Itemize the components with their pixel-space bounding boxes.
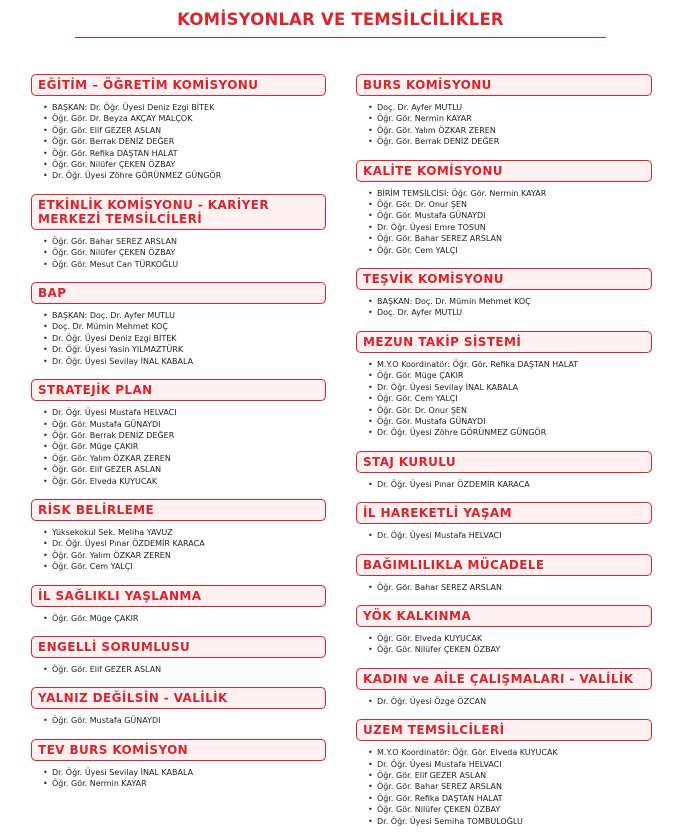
member-item: • BİRİM TEMSİLCİSİ: Öğr. Gör. Nermin KAYAR (368, 188, 652, 199)
committee-heading: BURS KOMİSYONU (356, 74, 652, 96)
member-item: • Öğr. Gör. Nilüfer ÇEKEN ÖZBAY (43, 247, 326, 258)
committee-heading: YALNIZ DEĞİLSİN - VALİLİK (31, 687, 326, 709)
member-list (356, 359, 652, 439)
committee-mezun-takip-sistemi (356, 331, 652, 439)
member-item: • Öğr. Gör. Berrak DENİZ DEĞER (368, 136, 652, 147)
member-item: • Öğr. Gör. Elif GEZER ASLAN (43, 664, 326, 675)
member-list (31, 102, 326, 182)
committee-il-hareketli-yasam (356, 502, 652, 541)
member-item: • Öğr. Gör. Refika DAŞTAN HALAT (43, 148, 326, 159)
committee-heading: KALİTE KOMİSYONU (356, 160, 652, 182)
member-list (31, 664, 326, 675)
committee-kalite-komisyonu (356, 160, 652, 256)
member-item: • Öğr. Gör. Elveda KUYUCAK (368, 633, 652, 644)
committee-heading: BAP (31, 282, 326, 304)
member-item: • Dr. Öğr. Üyesi Sevilay İNAL KABALA (43, 356, 326, 367)
member-item: • Öğr. Gör. Müge ÇAKIR (43, 613, 326, 624)
member-item: • BAŞKAN: Dr. Öğr. Üyesi Deniz Ezgi BİTEK (43, 102, 326, 113)
member-item: • Dr. Öğr. Üyesi Zöhre GÖRÜNMEZ GÜNGÖR (368, 427, 652, 438)
member-item: • Dr. Öğr. Üyesi Zöhre GÖRÜNMEZ GÜNGÖR (43, 170, 326, 181)
member-item: • Öğr. Gör. Müge ÇAKIR (368, 370, 652, 381)
committee-engelli-sorumlusu (31, 636, 326, 675)
member-item: • Dr. Öğr. Üyesi Pınar ÖZDEMİR KARACA (368, 479, 652, 490)
committee-tesvik-komisyonu (356, 268, 652, 319)
member-item: • Dr. Öğr. Üyesi Deniz Ezgi BİTEK (43, 333, 326, 344)
committee-heading: ETKİNLİK KOMİSYONU - KARİYER MERKEZİ TEMSİLCİLERİ (31, 194, 326, 230)
member-item: • Öğr. Gör. Nilüfer ÇEKEN ÖZBAY (368, 644, 652, 655)
member-item: • Öğr. Gör. Dr. Onur ŞEN (368, 199, 652, 210)
member-list (31, 310, 326, 367)
member-item: • Öğr. Gör. Mesut Can TÜRKOĞLU (43, 259, 326, 270)
committee-yalniz-degilsin-valilik (31, 687, 326, 726)
member-item: • Öğr. Gör. Nermin KAYAR (368, 113, 652, 124)
member-item: • Öğr. Gör. Mustafa GÜNAYDI (43, 419, 326, 430)
page-title: KOMİSYONLAR VE TEMSİLCİLİKLER (177, 10, 504, 29)
member-item: • Dr. Öğr. Üyesi Mustafa HELVACI (368, 530, 652, 541)
member-item: • Dr. Öğr. Üyesi Semiha TOMBULOĞLU (368, 816, 652, 827)
member-item: • Dr. Öğr. Üyesi Yasin YILMAZTÜRK (43, 344, 326, 355)
member-item: • Öğr. Gör. Yalım ÖZKAR ZEREN (43, 453, 326, 464)
member-item: • Öğr. Gör. Elif GEZER ASLAN (43, 464, 326, 475)
committee-heading: İL SAĞLIKLI YAŞLANMA (31, 585, 326, 607)
committee-heading: STAJ KURULU (356, 451, 652, 473)
member-item: • Dr. Öğr. Üyesi Mustafa HELVACI (368, 759, 652, 770)
member-list (356, 633, 652, 656)
committee-etkinlik-komisyonu-kariyer-merkezi-temsilcileri (31, 194, 326, 270)
committee-bagimlilikla-mucadele (356, 554, 652, 593)
member-item: • Öğr. Gör. Elveda KUYUCAK (43, 476, 326, 487)
member-item: • Doç. Dr. Ayfer MUTLU (368, 307, 652, 318)
right-column (356, 74, 652, 839)
member-item: • Öğr. Gör. Bahar SEREZ ARSLAN (368, 582, 652, 593)
member-item: • Öğr. Gör. Nilüfer ÇEKEN ÖZBAY (368, 804, 652, 815)
committee-heading: RİSK BELİRLEME (31, 499, 326, 521)
member-list (31, 613, 326, 624)
member-item: • BAŞKAN: Doç. Dr. Mümin Mehmet KOÇ (368, 296, 652, 307)
committee-risk-belirleme (31, 499, 326, 573)
member-item: • Dr. Öğr. Üyesi Özge ÖZCAN (368, 696, 652, 707)
committee-heading: UZEM TEMSİLCİLERİ (356, 719, 652, 741)
member-list (31, 407, 326, 487)
member-item: • Öğr. Gör. Dr. Beyza AKÇAY MALÇOK (43, 113, 326, 124)
member-item: • Öğr. Gör. Bahar SEREZ ARSLAN (368, 781, 652, 792)
committee-heading: TEV BURS KOMİSYON (31, 739, 326, 761)
member-list (356, 479, 652, 490)
committee-tev-burs-komisyon (31, 739, 326, 790)
member-list (356, 530, 652, 541)
member-item: • Dr. Öğr. Üyesi Pınar ÖZDEMİR KARACA (43, 538, 326, 549)
left-column (31, 74, 326, 802)
member-item: • Dr. Öğr. Üyesi Mustafa HELVACI (43, 407, 326, 418)
member-item: • Dr. Öğr. Üyesi Sevilay İNAL KABALA (43, 767, 326, 778)
member-item: • Öğr. Gör. Cem YALÇI (43, 561, 326, 572)
committee-staj-kurulu (356, 451, 652, 490)
member-item: • Öğr. Gör. Dr. Onur ŞEN (368, 405, 652, 416)
member-item: • Öğr. Gör. Refika DAŞTAN HALAT (368, 793, 652, 804)
committee-heading: STRATEJİK PLAN (31, 379, 326, 401)
committee-heading: İL HAREKETLİ YAŞAM (356, 502, 652, 524)
member-item: • Öğr. Gör. Berrak DENİZ DEĞER (43, 430, 326, 441)
member-item: • Dr. Öğr. Üyesi Sevilay İNAL KABALA (368, 382, 652, 393)
committee-heading: BAĞIMLILIKLA MÜCADELE (356, 554, 652, 576)
member-item: • Öğr. Gör. Bahar SEREZ ARSLAN (43, 236, 326, 247)
committee-kadin-ve-aile-calismalari-valilik (356, 668, 652, 707)
member-item: • Öğr. Gör. Yalım ÖZKAR ZEREN (368, 125, 652, 136)
member-list (31, 236, 326, 270)
committee-uzem-temsilcileri (356, 719, 652, 827)
committee-heading: ENGELLİ SORUMLUSU (31, 636, 326, 658)
title-divider (75, 37, 606, 38)
member-list (31, 527, 326, 573)
committee-il-saglikli-yaslanma (31, 585, 326, 624)
committee-heading: TEŞVİK KOMİSYONU (356, 268, 652, 290)
member-list (356, 696, 652, 707)
member-list (31, 715, 326, 726)
member-item: • Öğr. Gör. Nermin KAYAR (43, 778, 326, 789)
member-item: • Yüksekokul Sek. Meliha YAVUZ (43, 527, 326, 538)
committee-egitim-ogretim-komisyonu (31, 74, 326, 182)
member-item: • Öğr. Gör. Nilüfer ÇEKEN ÖZBAY (43, 159, 326, 170)
member-item: • Dr. Öğr. Üyesi Emre TOSUN (368, 222, 652, 233)
member-list (356, 296, 652, 319)
committee-yok-kalkinma (356, 605, 652, 656)
committee-heading: MEZUN TAKİP SİSTEMİ (356, 331, 652, 353)
member-item: • Öğr. Gör. Elif GEZER ASLAN (368, 770, 652, 781)
member-item: • Doç. Dr. Mümin Mehmet KOÇ (43, 321, 326, 332)
committee-stratejik-plan (31, 379, 326, 487)
member-item: • Öğr. Gör. Cem YALÇI (368, 393, 652, 404)
committee-burs-komisyonu (356, 74, 652, 148)
committee-heading: EĞİTİM – ÖĞRETİM KOMİSYONU (31, 74, 326, 96)
member-item: • Öğr. Gör. Mustafa GÜNAYDI (368, 416, 652, 427)
member-item: • M.Y.O Koordinatör: Öğr. Gör. Refika DAŞTAN HALAT (368, 359, 652, 370)
member-list (356, 582, 652, 593)
member-list (356, 188, 652, 256)
member-list (356, 747, 652, 827)
member-list (356, 102, 652, 148)
member-item: • BAŞKAN: Doç. Dr. Ayfer MUTLU (43, 310, 326, 321)
member-list (31, 767, 326, 790)
member-item: • M.Y.O Koordinatör: Öğr. Gör. Elveda KUYUCAK (368, 747, 652, 758)
member-item: • Öğr. Gör. Berrak DENİZ DEĞER (43, 136, 326, 147)
member-item: • Öğr. Gör. Mustafa GÜNAYDI (368, 210, 652, 221)
committee-bap (31, 282, 326, 367)
member-item: • Öğr. Gör. Cem YALÇI (368, 245, 652, 256)
member-item: • Öğr. Gör. Bahar SEREZ ARSLAN (368, 233, 652, 244)
committee-heading: KADIN ve AİLE ÇALIŞMALARI - VALİLİK (356, 668, 652, 690)
member-item: • Öğr. Gör. Mustafa GÜNAYDI (43, 715, 326, 726)
member-item: • Öğr. Gör. Elif GEZER ASLAN (43, 125, 326, 136)
member-item: • Öğr. Gör. Yalım ÖZKAR ZEREN (43, 550, 326, 561)
member-item: • Doç. Dr. Ayfer MUTLU (368, 102, 652, 113)
committee-heading: YÖK KALKINMA (356, 605, 652, 627)
member-item: • Öğr. Gör. Müge ÇAKIR (43, 441, 326, 452)
